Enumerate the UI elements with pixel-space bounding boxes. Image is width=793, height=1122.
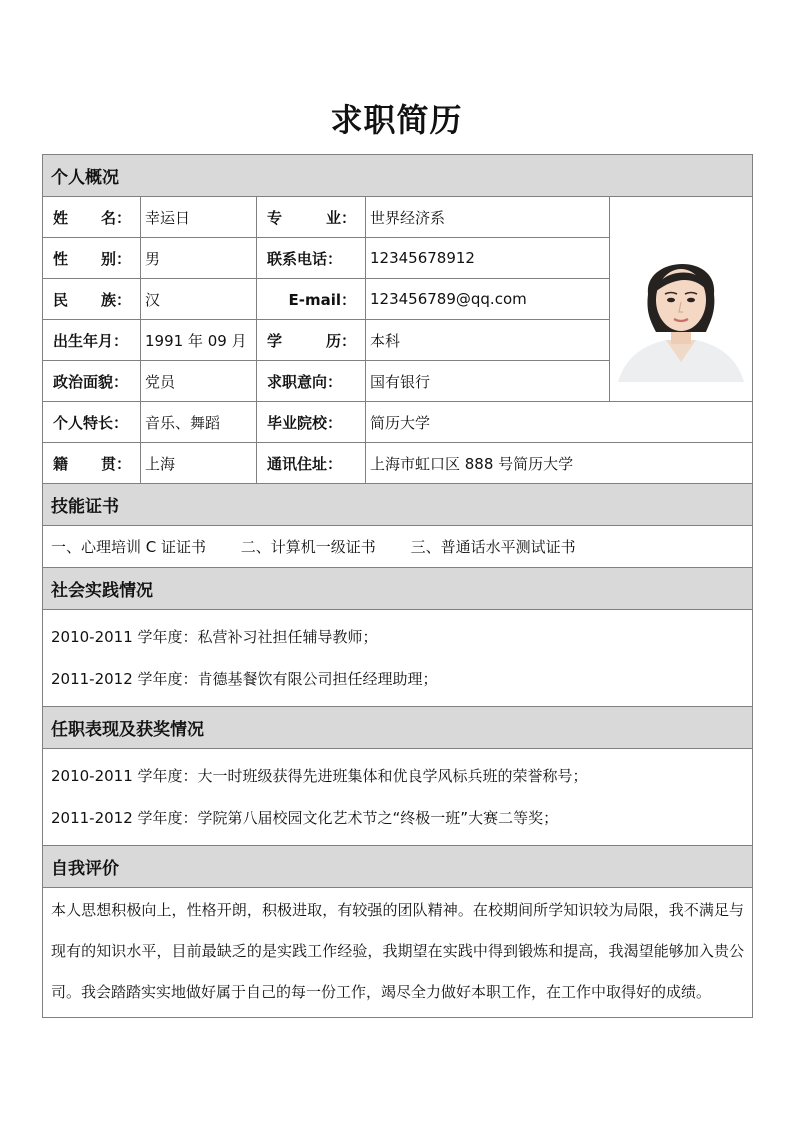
section-title-personal: 个人概况 — [43, 155, 753, 197]
section-skills — [43, 484, 753, 526]
award-item: 2011-2012 学年度：学院第八届校园文化艺术节之“终极一班”大赛二等奖； — [51, 809, 559, 827]
section-self-eval — [43, 846, 753, 888]
certificates-cell — [43, 526, 753, 568]
section-title-skills: 技能证书 — [43, 484, 753, 526]
native-value: 上海 — [141, 443, 257, 484]
talent-value: 音乐、舞蹈 — [141, 402, 257, 443]
school-label: 毕业院校： — [257, 402, 366, 443]
awards-row — [43, 749, 753, 846]
email-label: E-mail： — [257, 279, 366, 320]
info-row — [43, 197, 753, 238]
certificates-row — [43, 526, 753, 568]
awards-cell — [43, 749, 753, 846]
address-value: 上海市虹口区 888 号简历大学 — [366, 443, 753, 484]
certificate-item: 一、心理培训 C 证证书 — [51, 538, 207, 556]
phone-label: 联系电话： — [257, 238, 366, 279]
practice-item: 2011-2012 学年度：肯德基餐饮有限公司担任经理助理； — [51, 670, 438, 688]
avatar — [618, 242, 744, 382]
photo-cell — [610, 197, 753, 402]
info-row — [43, 443, 753, 484]
birth-label: 出生年月： — [43, 320, 141, 361]
gender-value: 男 — [141, 238, 257, 279]
native-label: 籍 贯： — [43, 443, 141, 484]
political-value: 党员 — [141, 361, 257, 402]
major-label: 专 业： — [257, 197, 366, 238]
major-value: 世界经济系 — [366, 197, 610, 238]
certificate-item: 三、普通话水平测试证书 — [410, 538, 576, 556]
birth-value: 1991 年 09 月 — [141, 320, 257, 361]
practice-item: 2010-2011 学年度：私营补习社担任辅导教师； — [51, 628, 378, 646]
name-value: 幸运日 — [141, 197, 257, 238]
practice-cell — [43, 610, 753, 707]
address-label: 通讯住址： — [257, 443, 366, 484]
page-title: 求职简历 — [330, 101, 463, 139]
talent-label: 个人特长： — [43, 402, 141, 443]
phone-value: 12345678912 — [366, 238, 610, 279]
section-title-practice: 社会实践情况 — [43, 568, 753, 610]
section-title-self-eval: 自我评价 — [43, 846, 753, 888]
section-awards — [43, 707, 753, 749]
ethnic-label: 民 族： — [43, 279, 141, 320]
section-personal — [43, 155, 753, 197]
info-row — [43, 402, 753, 443]
section-practice — [43, 568, 753, 610]
ethnic-value: 汉 — [141, 279, 257, 320]
self-eval-row — [43, 888, 753, 1018]
self-eval-cell — [43, 888, 753, 1018]
gender-label: 性 别： — [43, 238, 141, 279]
intent-label: 求职意向： — [257, 361, 366, 402]
section-title-awards: 任职表现及获奖情况 — [43, 707, 753, 749]
self-eval-text: 本人思想积极向上，性格开朗，积极进取，有较强的团队精神。在校期间所学知识较为局限，我不满足与现有的知识水平，目前最缺乏的是实践工作经验，我期望在实践中得到锻炼和提高，我渴望能够加入贵公司。我会踏踏实实地做好属于自己的每一份工作，竭尽全力做好本职工作，在工作中取得好的成绩。 — [51, 901, 745, 1001]
intent-value: 国有银行 — [366, 361, 610, 402]
certificate-item: 二、计算机一级证书 — [240, 538, 376, 556]
education-value: 本科 — [366, 320, 610, 361]
school-value: 简历大学 — [366, 402, 753, 443]
education-label: 学 历： — [257, 320, 366, 361]
political-label: 政治面貌： — [43, 361, 141, 402]
resume-table — [42, 154, 753, 1018]
name-label: 姓 名： — [43, 197, 141, 238]
email-value: 123456789@qq.com — [366, 279, 610, 320]
award-item: 2010-2011 学年度：大一时班级获得先进班集体和优良学风标兵班的荣誉称号； — [51, 767, 588, 785]
practice-row — [43, 610, 753, 707]
